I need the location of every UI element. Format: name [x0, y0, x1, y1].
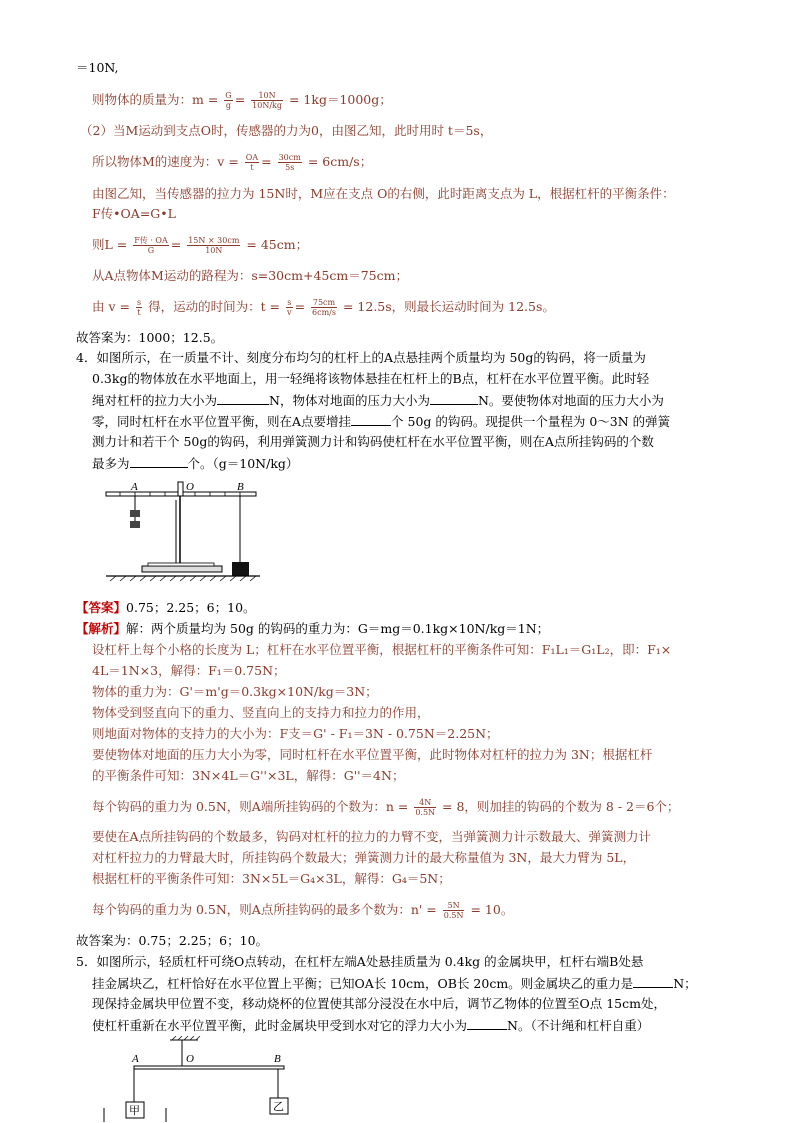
frac-num: s [287, 298, 292, 307]
frac-den: G [147, 246, 155, 255]
answer-blank[interactable] [130, 455, 188, 468]
q4-line-2: 0.3kg的物体放在水平地面上，用一轻绳将该物体悬挂在杠杆上的B点，杠杆在水平位置平衡。此时轻 [92, 371, 650, 386]
L-frac-1 [133, 236, 169, 255]
speed-prefix: 所以物体M的速度为：v = [92, 154, 239, 169]
q4-l3a: 绳对杠杆的拉力大小为 [92, 393, 218, 408]
L-prefix: 则L = [92, 237, 128, 252]
lever-diagram-q4 [100, 478, 270, 582]
balance-eq: F传•OA=G•L [92, 206, 176, 221]
q4-an-12 [92, 901, 513, 920]
balance-line: 由图乙知，当传感器的拉力为 15N时，M应在支点 O的右侧，此时距离支点为 L，根据杠杆的平衡条件： [92, 186, 675, 201]
an12-frac [443, 901, 465, 920]
q4-l3c: N。要使物体对地面的压力大小为 [477, 393, 664, 408]
q4-l4a: 零，同时杠杆在水平位置平衡，则在A点要增挂 [92, 414, 352, 429]
q5-line-2 [92, 975, 697, 992]
pivot-cap [178, 482, 183, 496]
label-jia: 甲 [129, 1104, 140, 1117]
speed-frac-2 [278, 153, 302, 172]
frac-den: v [287, 308, 292, 317]
q4-an-11: 根据杠杆的平衡条件可知：3N×5L＝G₄×3L，解得：G₄＝5N； [92, 871, 451, 886]
frac-num: F传 · OA [134, 236, 168, 245]
mass-prefix: 则物体的质量为：m = [92, 92, 219, 107]
label-B: B [274, 1053, 281, 1065]
L-suffix: = 45cm； [246, 237, 309, 252]
q4-line-4 [92, 413, 670, 430]
an8-frac [414, 798, 436, 817]
answer-text: 0.75；2.25；6；10。 [126, 600, 256, 615]
analysis-text: 解：两个质量均为 50g 的钩码的重力为：G＝mg＝0.1kg×10N/kg＝1N； [126, 621, 550, 636]
q5-l4b: N。（不计绳和杠杆自重） [507, 1018, 650, 1033]
weight-2 [130, 521, 140, 528]
q5-l2a: 挂金属块乙，杠杆恰好在水平位置上平衡；已知OA长 10cm，OB长 20cm。则金属块乙的重力是 [92, 976, 634, 991]
answer-3: 故答案为：1000；12.5。 [76, 330, 224, 345]
speed-line: 所以物体M的速度为：v = $\frac{OA}{t}$ = $\frac{30cm}{5s}$ = 6cm/s； [92, 153, 373, 172]
frac-num: 15N × 30cm [188, 236, 240, 245]
q4-answer [76, 600, 256, 616]
mass-suffix: = 1kg＝1000g； [288, 92, 392, 107]
q4-analysis-head [76, 621, 549, 637]
label-A: A [131, 481, 138, 493]
frac-den: 5s [285, 163, 295, 172]
frac-den: t [250, 163, 254, 172]
answer-blank[interactable] [217, 392, 269, 405]
answer-blank[interactable] [633, 975, 673, 988]
weight-1 [130, 510, 140, 517]
time-mid: 得，运动的时间为：t = [148, 299, 281, 314]
q4-l3b: N，物体对地面的压力大小为 [269, 393, 430, 408]
q5-l2b: N； [673, 976, 697, 991]
frac-num: 4N [414, 798, 436, 808]
frac-den: 0.5N [415, 808, 436, 817]
q4-an-5: 则地面对物体的支持力的大小为：F支＝G' - F₁＝3N - 0.75N＝2.25N； [92, 726, 499, 741]
time-prefix: 由 v = [92, 299, 130, 314]
ground-hatch [110, 576, 256, 581]
an8-suffix: = 8，则加挂的钩码的个数为 8 - 2＝6个； [442, 799, 680, 814]
frac-den: 10N/kg [252, 101, 282, 110]
eq-line: ＝10N, [76, 60, 119, 75]
q4-l6b: 个。（g＝10N/kg） [187, 456, 299, 471]
q4-an-4: 物体受到竖直向下的重力、竖直向上的支持力和拉力的作用， [92, 705, 430, 720]
q4-l4b: 个 50g 的钩码。现提供一个量程为 0～3N 的弹簧 [391, 414, 671, 429]
frac-num: 30cm [278, 153, 301, 162]
lever-diagram-q5 [100, 1036, 310, 1122]
q4-line-1: 4．如图所示，在一质量不计、刻度分布均匀的杠杆上的A点悬挂两个质量均为 50g的钩码，将一质量为 [76, 350, 646, 365]
an12-prefix: 每个钩码的重力为 0.5N，则A点所挂钩码的最多个数为：n' = [92, 902, 437, 917]
lever-bar [134, 1066, 284, 1069]
q4-an-2: 4L＝1N×3，解得：F₁＝0.75N； [92, 663, 286, 678]
frac-den: 10N [205, 246, 223, 255]
mass-frac-1 [224, 91, 232, 110]
q4-an-8 [92, 798, 679, 817]
q4-an-3: 物体的重力为：G'＝m'g＝0.3kg×10N/kg＝3N； [92, 684, 378, 699]
frac-num: 75cm [312, 298, 336, 307]
answer-blank[interactable] [467, 1017, 507, 1030]
mass-frac-2 [251, 91, 283, 110]
L-frac-2 [187, 236, 240, 255]
q5-line-3: 现保持金属块甲位置不变，移动烧杯的位置使其部分浸没在水中后，调节乙物体的位置至O点 15cm处， [92, 996, 666, 1011]
q5-line-1: 5．如图所示，轻质杠杆可绕O点转动，在杠杆左端A处悬挂质量为 0.4kg 的金属块甲，杠杆右端B处悬 [76, 954, 644, 969]
q4-l6a: 最多为 [92, 456, 130, 471]
frac-num: s [136, 298, 142, 307]
frac-num: G [225, 91, 232, 100]
answer-blank[interactable] [430, 392, 478, 405]
q4-an-9: 要使在A点所挂钩码的个数最多，钩码对杠杆的拉力的力臂不变，当弹簧测力计示数最大、弹簧测力计 [92, 829, 652, 844]
q4-an-7: 的平衡条件可知：3N×4L＝G''×3L，解得：G''＝4N； [92, 768, 405, 783]
q5-line-4 [92, 1017, 649, 1034]
analysis-tag: 【解析】 [76, 621, 127, 636]
answer-tag: 【答案】 [76, 600, 127, 615]
part2-line: （2）当M运动到支点O时，传感器的力为0，由图乙知，此时用时 t＝5s， [80, 123, 493, 138]
frac-num: 5N [443, 901, 465, 911]
an12-suffix: = 10。 [470, 902, 514, 917]
frac-num: OA [245, 153, 259, 162]
q4-line-6 [92, 455, 298, 472]
object-block [232, 562, 249, 576]
mass-line: 则物体的质量为：m = $\frac{G}{g}$ = $\frac{10N}{10N/kg}$ = 1kg＝1000g； [92, 91, 392, 110]
time-line: 由 v = $\frac{s}{t}$ 得，运动的时间为：t = $\frac{s}{v}$ = $\frac{75cm}{6cm/s}$ = 12.5s，则最长运动时间为 12.5s。 [92, 298, 555, 317]
an8-prefix: 每个钩码的重力为 0.5N，则A端所挂钩码的个数为：n = [92, 799, 409, 814]
label-O: O [186, 1053, 194, 1065]
base-platform [142, 566, 222, 572]
frac-den: 6cm/s [312, 308, 336, 317]
frac-den: g [225, 101, 232, 110]
q4-an-6: 要使物体对地面的压力大小为零，同时杠杆在水平位置平衡，此时物体对杠杆的拉力为 3N；根据杠杆 [92, 747, 653, 762]
label-O: O [186, 481, 194, 493]
label-A: A [132, 1053, 139, 1065]
label-B: B [237, 481, 244, 493]
frac-den: t [137, 308, 141, 317]
label-yi: 乙 [273, 1100, 284, 1113]
answer-blank[interactable] [351, 413, 391, 426]
q4-line-5: 测力计和若干个 50g的钩码，利用弹簧测力计和钩码使杠杆在水平位置平衡，则在A点所挂钩码的个数 [92, 434, 654, 449]
L-line: 则L = $\frac{\text{F传 · OA}}{G}$ = $\frac{15N \times 30cm}{10N}$ = 45cm； [92, 236, 309, 255]
time-frac-3 [311, 298, 337, 317]
frac-den: 0.5N [443, 911, 464, 920]
speed-suffix: = 6cm/s； [307, 154, 373, 169]
path-line: 从A点物体M运动的路程为：s=30cm+45cm＝75cm； [92, 268, 408, 283]
q4-line-3 [92, 392, 664, 409]
speed-frac-1 [245, 153, 259, 172]
time-suffix: = 12.5s，则最长运动时间为 12.5s。 [342, 299, 555, 314]
q5-l4a: 使杠杆重新在水平位置平衡，此时金属块甲受到水对它的浮力大小为 [92, 1018, 468, 1033]
q4-an-10: 对杠杆拉力的力臂最大时，所挂钩码个数最大；弹簧测力计的最大称量值为 3N，最大力臂为 5L， [92, 850, 636, 865]
q4-an-1: 设杠杆上每个小格的长度为 L；杠杆在水平位置平衡，根据杠杆的平衡条件可知：F₁L₁＝G₁L₂，即：F₁× [92, 642, 672, 657]
frac-num: 10N [251, 91, 283, 101]
q4-final: 故答案为：0.75；2.25；6；10。 [76, 933, 269, 948]
time-frac-2 [286, 298, 293, 317]
time-frac-1 [136, 298, 142, 317]
